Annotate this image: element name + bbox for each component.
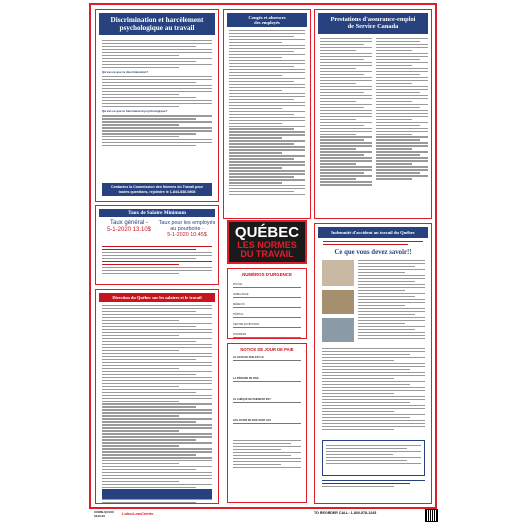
poster-code [94, 510, 114, 518]
leave-title-line1: Congés et absences [248, 15, 286, 20]
poster-code-line2: 0123-20 [94, 514, 106, 518]
wage-general-value: 5-1-2020 13.10$ [106, 227, 152, 233]
wage-panel [95, 205, 219, 285]
wage-tip-value: 5-1-2020 10.45$ [167, 232, 207, 239]
direction-header: Direction du Québec sur les salaires et le travail [99, 293, 215, 302]
leave-panel [223, 9, 311, 219]
direction-body [102, 305, 212, 504]
insurance-panel [314, 9, 432, 219]
urgence-field-antipoison: CENTRE ANTIPOISON [233, 323, 301, 328]
wage-header: Taux de Salaire Minimum [99, 209, 215, 217]
insurance-col-right [376, 38, 428, 181]
logo-line1: QUÉBEC [234, 224, 300, 241]
harassment-contact-line2: toutes questions, rejoindre le 1-844-838-0808 [118, 189, 196, 194]
harassment-q2: Qu'est-ce que le harcèlement psychologique? [102, 109, 168, 114]
paie-fields [233, 356, 301, 470]
urgence-field-police: POLICE [233, 283, 301, 288]
insurance-header [318, 13, 428, 34]
accident-notice-box [322, 440, 425, 476]
insurance-col-left [320, 38, 372, 187]
leave-title-line2: des employés [254, 20, 280, 26]
paie-title: NOTICE DE JOUR DE PAIE [240, 347, 294, 352]
paie-field-jour: LE JOUR DE PAIE EST LE [233, 356, 301, 361]
wage-general [104, 220, 154, 234]
harassment-contact-box [102, 183, 212, 196]
paie-field-periode: LA PÉRIODE DE PAIE [233, 377, 301, 382]
harassment-title-line1: Discrimination et harcèlement [110, 16, 204, 24]
insurance-title-line1: Prestations d'assurance-emploi [330, 16, 416, 23]
accident-panel [314, 223, 432, 504]
accident-col-text [358, 260, 425, 341]
leave-body [229, 30, 305, 197]
accident-intro [323, 241, 423, 247]
poster-code-line1: COMB-QC100 [94, 510, 114, 514]
harassment-body [102, 40, 212, 148]
harassment-contact-line1: Contactez la Commission des Normes du Travail pour [110, 185, 204, 190]
accident-header: Indemnité d'accident au travail du Québec [318, 227, 428, 238]
photo-office [322, 290, 354, 314]
direction-contact-box [102, 489, 212, 499]
wage-tip-label-line1: Taux pour les employés [158, 220, 216, 226]
wage-body [102, 246, 212, 276]
reorder-phone: TO REORDER CALL: 1-800-578-1245 [314, 511, 377, 515]
accident-subtitle: Ce que vous devez savoir!! [334, 249, 412, 256]
qr-code [425, 509, 438, 522]
leave-header [227, 13, 307, 27]
photo-doctor [322, 260, 354, 286]
urgence-field-hopital: HÔPITAL [233, 313, 301, 318]
insurance-title-line2: de Service Canada [347, 23, 399, 31]
urgence-panel [227, 268, 307, 339]
urgence-field-medecin: MÉDECIN [233, 303, 301, 308]
logo-line2: LES NORMES [237, 240, 297, 250]
harassment-q1: Qu'est-ce que la discrimination? [102, 70, 149, 75]
paie-panel [227, 343, 307, 503]
wage-general-label: Taux général - [109, 220, 149, 226]
direction-panel [95, 289, 219, 504]
wage-tip-label-line2: au pourboire - [170, 226, 204, 233]
accident-body [322, 348, 425, 432]
brand-logo: LaborLawCenter [122, 511, 154, 516]
photo-computer [322, 318, 354, 342]
harassment-header [99, 13, 215, 35]
urgence-field-pompiers: POMPIERS [233, 333, 301, 338]
urgence-field-ambulance: AMBULANCE [233, 293, 301, 298]
urgence-fields [233, 283, 301, 339]
wage-tip [158, 220, 216, 239]
quebec-logo [227, 220, 307, 264]
harassment-panel [95, 9, 219, 202]
paie-field-jours: LES JOURS DE PAIE SONT LES [233, 419, 301, 424]
urgence-title: NUMÉROS D'URGENCE [242, 272, 292, 277]
accident-footer-text [322, 480, 425, 489]
logo-line3: DU TRAVAIL [240, 249, 294, 259]
paie-field-cheque: LE CHÈQUE DE PAIEMENT EST [233, 398, 301, 403]
labor-law-poster [84, 0, 444, 526]
harassment-title-line2: psychologique au travail [119, 24, 195, 32]
